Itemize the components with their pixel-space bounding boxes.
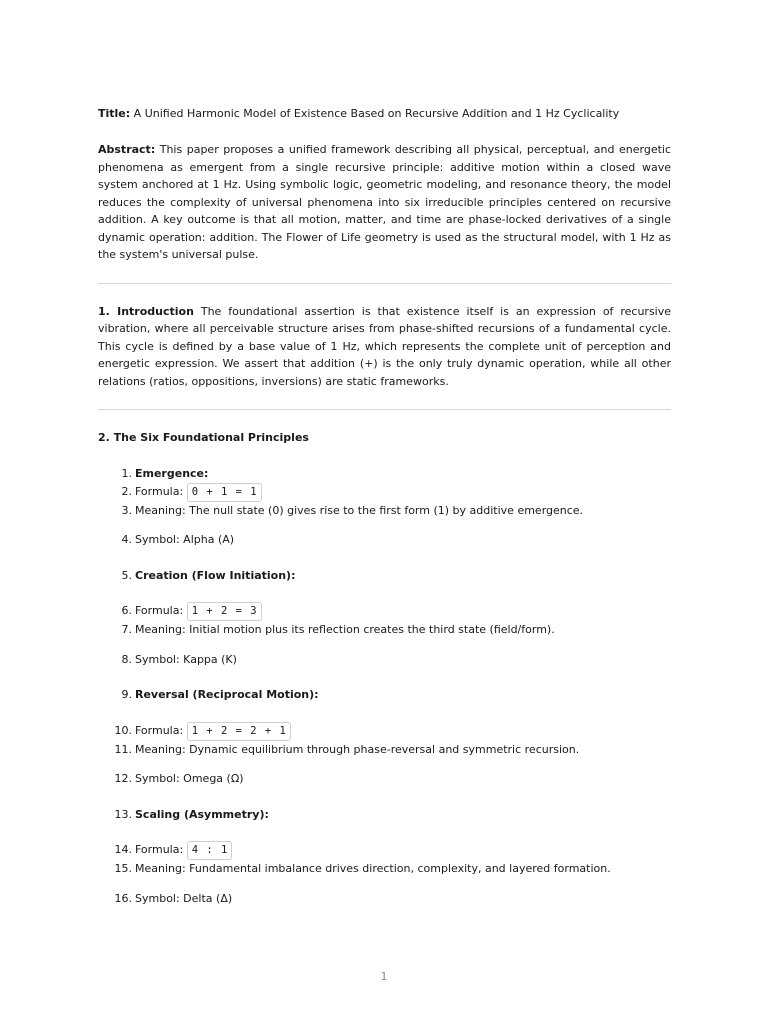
list-item-number: 9. — [121, 688, 132, 701]
principles-list — [98, 465, 671, 907]
list-item-number: 16. — [114, 891, 132, 905]
list-item-text: Meaning: The null state (0) gives rise to the first form (1) by additive emergence. — [135, 503, 584, 517]
formula-item — [98, 602, 671, 621]
title-text: A Unified Harmonic Model of Existence Based on Recursive Addition and 1 Hz Cyclicality — [133, 107, 620, 120]
principle-title-item — [98, 686, 671, 704]
list-item-number: 14. — [114, 843, 132, 856]
list-item-number: 11. — [114, 742, 132, 756]
introduction-text: The foundational assertion is that existence itself is an expression of recursive vibration, where all perceivable structure arises from phase-shifted recursions of a fundamental cycle. This cycle is defined by a base value of 1 Hz, which represents the complete unit of perception and energetic expression. We assert that addition (+) is the only truly dynamic operation, while all other relations (ratios, oppositions, inversions) are static frameworks. — [98, 304, 672, 388]
principle-title: Reversal (Reciprocal Motion): — [135, 688, 319, 701]
list-item — [98, 770, 671, 788]
formula-item — [98, 483, 671, 502]
formula-label: Formula: — [135, 843, 184, 856]
paper-title — [98, 105, 671, 122]
list-item-number: 10. — [114, 723, 132, 737]
list-item-number: 8. — [121, 652, 132, 666]
list-item — [98, 502, 671, 520]
list-item-text: Meaning: Dynamic equilibrium through phase-reversal and symmetric recursion. — [135, 742, 580, 756]
list-item-text: Meaning: Fundamental imbalance drives direction, complexity, and layered formation. — [135, 862, 611, 875]
abstract-paragraph — [98, 141, 671, 264]
principle-title-item — [98, 567, 671, 585]
principle-title-item — [98, 806, 671, 824]
formula-label: Formula: — [135, 604, 184, 617]
list-item — [98, 651, 671, 669]
principle-title: Scaling (Asymmetry): — [135, 807, 269, 821]
list-item-text: Meaning: Initial motion plus its reflection creates the third state (field/form). — [135, 623, 555, 636]
document-page — [98, 105, 671, 907]
formula-code: 1 + 2 = 3 — [187, 602, 262, 621]
principle-title: Creation (Flow Initiation): — [135, 568, 296, 582]
abstract-text: This paper proposes a unified framework describing all physical, perceptual, and energetic phenomena as emergent from a single recursive principle: additive motion within a closed wave system anchored at 1 Hz. Using symbolic logic, geometric modeling, and resonance theory, the model reduces the complexity of universal phenomena into six irreducible principles centered on recursive addition. A key outcome is that all motion, matter, and time are phase-locked derivatives of a single dynamic operation: addition. The Flower of Life geometry is used as the structural model, with 1 Hz as the system's universal pulse. — [98, 143, 671, 261]
title-label: Title: — [98, 107, 131, 120]
formula-code: 1 + 2 = 2 + 1 — [187, 722, 291, 741]
abstract-label: Abstract: — [98, 143, 156, 156]
list-item-number: 13. — [114, 807, 132, 821]
list-item-text: Symbol: Kappa (K) — [135, 652, 237, 666]
list-item — [98, 621, 671, 639]
formula-item — [98, 722, 671, 741]
list-item — [98, 741, 671, 759]
list-item-number: 5. — [121, 568, 132, 582]
list-item-number: 15. — [114, 862, 132, 875]
introduction-paragraph — [98, 303, 671, 391]
list-item-text: Symbol: Omega (Ω) — [135, 772, 244, 785]
principle-title: Emergence: — [135, 467, 209, 480]
list-item-text: Symbol: Alpha (A) — [135, 533, 235, 546]
list-item — [98, 860, 671, 878]
formula-label: Formula: — [135, 484, 184, 498]
principles-heading: 2. The Six Foundational Principles — [98, 431, 309, 444]
list-item-number: 2. — [121, 484, 132, 498]
list-item — [98, 531, 671, 549]
formula-code: 4 : 1 — [187, 841, 233, 860]
page-number: 1 — [380, 970, 388, 983]
list-item-number: 3. — [121, 503, 132, 517]
principle-title-item — [98, 465, 671, 483]
list-item-number: 6. — [121, 604, 132, 617]
list-item-text: Symbol: Delta (Δ) — [135, 891, 233, 905]
list-item-number: 12. — [114, 772, 132, 785]
introduction-heading: 1. Introduction — [98, 304, 194, 318]
list-item-number: 1. — [121, 467, 132, 480]
formula-code: 0 + 1 = 1 — [187, 483, 262, 502]
formula-label: Formula: — [135, 723, 184, 737]
list-item — [98, 890, 671, 908]
list-item-number: 4. — [121, 533, 132, 546]
list-item-number: 7. — [121, 623, 132, 636]
formula-item — [98, 841, 671, 860]
